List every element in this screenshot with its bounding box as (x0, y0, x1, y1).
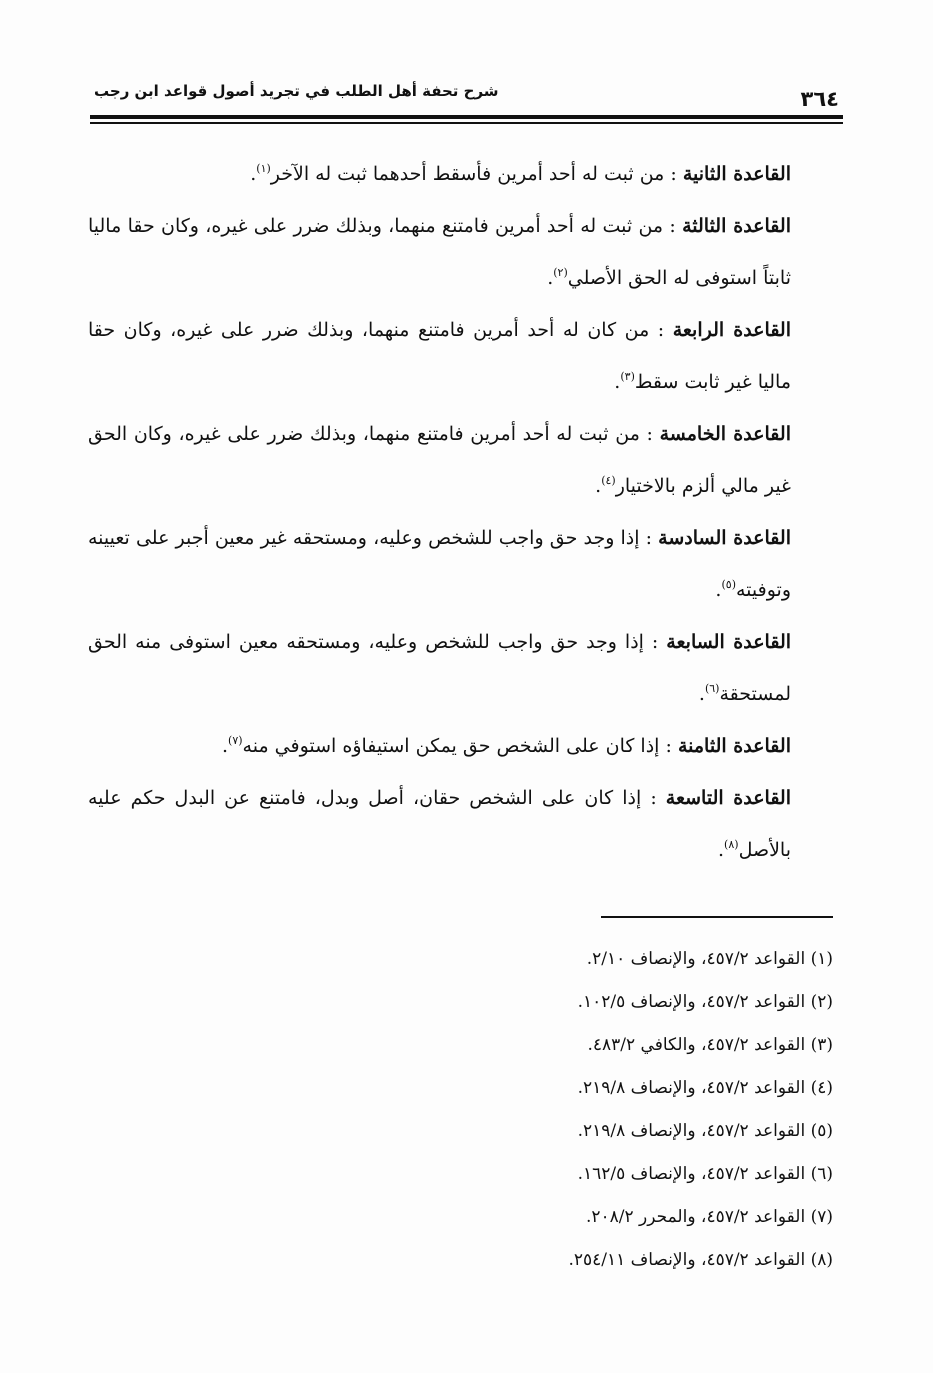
rule-paragraph-3: القاعدة الثالثة : من ثبت له أحد أمرين فامتنع منهما، وبذلك ضرر على غيره، وكان حقا ماليا ثابتاً استوفى له الحق الأصلي$^{(٢)}$. (88, 215, 791, 289)
rule-text: إذا كان على الشخص حق يمكن استيفاؤه استوفي منه (242, 735, 660, 757)
footnote-ref: (٣) (620, 370, 635, 383)
footnote-7: (٧) القواعد ٤٥٧/٢، والمحرر ٢٠٨/٢. (585, 1207, 833, 1227)
running-title: شرح تحفة أهل الطلب في تجريد أصول قواعد ابن رجب (94, 82, 499, 100)
rule-paragraph-7: القاعدة السابعة : إذا وجد حق واجب للشخص وعليه، ومستحقه معين استوفى منه الحق لمستحقة$^{(٦)}$. (88, 631, 792, 705)
footnote-8: (٨) القواعد ٤٥٧/٢، والإنصاف ٢٥٤/١١. (568, 1250, 833, 1270)
footnote-ref: (٥) (721, 578, 736, 591)
rule-text: إذا وجد حق واجب للشخص وعليه، ومستحقه معين استوفى منه الحق لمستحقة (88, 631, 791, 705)
footnote-6: (٦) القواعد ٤٥٧/٢، والإنصاف ١٦٢/٥. (577, 1164, 833, 1184)
rule-text: إذا كان على الشخص حقان، أصل وبدل، فامتنع عن البدل حكم عليه بالأصل (88, 787, 791, 861)
page-header (90, 72, 843, 114)
rule-label: القاعدة الخامسة (659, 423, 791, 445)
footnote-ref: (١) (256, 162, 271, 175)
footnote-ref: (٦) (704, 682, 720, 695)
footnote-ref: (٧) (228, 734, 243, 747)
footnote-1: (١) القواعد ٤٥٧/٢، والإنصاف ٢/١٠. (586, 949, 833, 969)
rule-text: من كان له أحد أمرين فامتنع منهما، وبذلك ضرر على غيره، وكان حقا ماليا غير ثابت سقط (88, 319, 791, 393)
rule-text: من ثبت له أحد أمرين فامتنع منهما، وبذلك ضرر على غيره، وكان حقا ماليا ثابتاً استوفى له الحق الأصلي (88, 215, 791, 289)
rule-label: القاعدة الثامنة (677, 735, 791, 757)
rule-text: من ثبت له أحد أمرين فامتنع منهما، وبذلك ضرر على غيره، وكان الحق غير مالي ألزم بالاختيار (88, 423, 791, 497)
rule-paragraph-9: القاعدة التاسعة : إذا كان على الشخص حقان، أصل وبدل، فامتنع عن البدل حكم عليه بالأصل$^{(٨)}$. (88, 787, 792, 861)
page-number: ٣٦٤ (800, 87, 839, 111)
rule-paragraph-4: القاعدة الرابعة : من كان له أحد أمرين فامتنع منهما، وبذلك ضرر على غيره، وكان حقا ماليا غير ثابت سقط$^{(٣)}$. (88, 319, 791, 393)
footnote-ref: (٤) (601, 474, 616, 487)
footnote-ref: (٢) (553, 266, 568, 279)
footnote-4: (٤) القواعد ٤٥٧/٢، والإنصاف ٢١٩/٨. (577, 1078, 833, 1098)
rule-label: القاعدة السابعة (666, 631, 792, 653)
rule-paragraph-2: القاعدة الثانية : من ثبت له أحد أمرين فأسقط أحدهما ثبت له الآخر$^{(١)}$. (250, 162, 791, 185)
rule-paragraph-5: القاعدة الخامسة : من ثبت له أحد أمرين فامتنع منهما، وبذلك ضرر على غيره، وكان الحق غير مالي ألزم بالاختيار$^{(٤)}$. (88, 423, 791, 497)
rule-text: إذا وجد حق واجب للشخص وعليه، ومستحقه غير معين أجبر على تعيينه وتوفيته (88, 527, 791, 601)
footnote-5: (٥) القواعد ٤٥٧/٢، والإنصاف ٢١٩/٨. (577, 1121, 833, 1141)
footnote-3: (٣) القواعد ٤٥٧/٢، والكافي ٤٨٣/٢. (587, 1035, 833, 1055)
rule-paragraph-8: القاعدة الثامنة : إذا كان على الشخص حق يمكن استيفاؤه استوفي منه$^{(٧)}$. (221, 734, 791, 757)
footnote-2: (٢) القواعد ٤٥٧/٢، والإنصاف ١٠٢/٥. (577, 992, 833, 1012)
footnote-ref: (٨) (724, 838, 739, 851)
rule-label: القاعدة التاسعة (665, 787, 792, 809)
footnotes (90, 938, 833, 1282)
header-rule-thick (90, 115, 843, 119)
rule-text: من ثبت له أحد أمرين فأسقط أحدهما ثبت له الآخر (270, 163, 665, 185)
main-text (88, 148, 841, 876)
rule-label: القاعدة السادسة (658, 527, 791, 549)
footnote-divider (601, 916, 833, 918)
rule-label: القاعدة الثانية (682, 163, 791, 185)
header-rule-thin (90, 122, 843, 124)
rule-paragraph-6: القاعدة السادسة : إذا وجد حق واجب للشخص وعليه، ومستحقه غير معين أجبر على تعيينه وتوفيته$^{(٥)}$. (88, 527, 791, 601)
rule-label: القاعدة الرابعة (672, 319, 791, 341)
rule-label: القاعدة الثالثة (682, 215, 791, 237)
